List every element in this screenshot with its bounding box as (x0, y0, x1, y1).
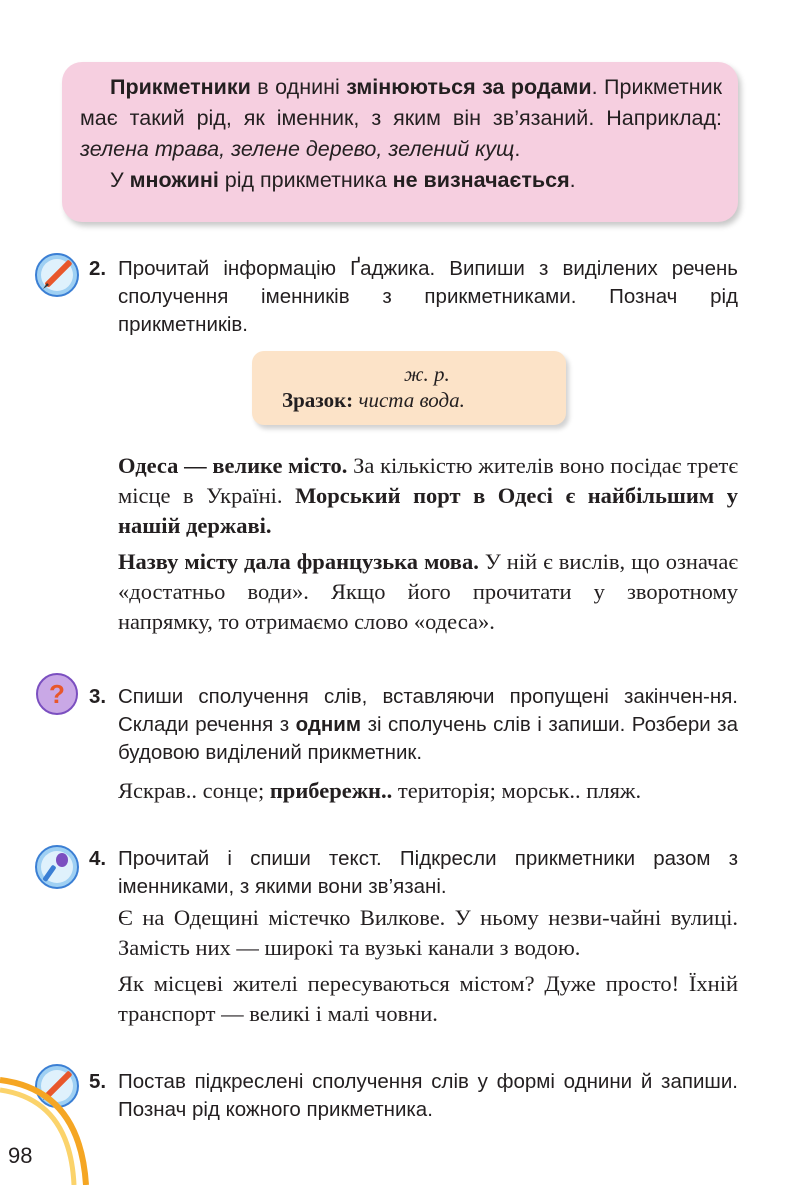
words-exercise (118, 776, 738, 806)
task-4 (89, 845, 738, 901)
passage-odesa (118, 451, 738, 637)
question-icon (34, 672, 80, 718)
passage-paragraph (118, 451, 738, 541)
rule-text: . (514, 137, 521, 161)
passage-paragraph (118, 547, 738, 637)
task-text-part: зі сполучень слів і запиши. Розбери за будовою виділений прикметник. (118, 713, 738, 764)
rule-text: У (110, 168, 130, 192)
rule-emphasis: змінюються за родами (346, 75, 592, 99)
task-number: 4. (89, 847, 107, 870)
sample-example: чиста вода. (358, 388, 465, 412)
rule-box (62, 62, 738, 222)
words-line (118, 776, 738, 806)
task-text-part: Спиши сполучення слів, вставляючи пропущені закінчен-ня. Склади речення з (118, 685, 738, 736)
task-emphasis: одним (295, 713, 362, 736)
highlighted-sentence: Назву місту дала французька мова. (118, 549, 479, 574)
task-number: 3. (89, 685, 107, 708)
rule-text: . (569, 168, 576, 192)
task-text (118, 683, 738, 767)
rule-emphasis: не визначається (392, 168, 570, 192)
passage-paragraph: Є на Одещині містечко Вилкове. У ньому незви-чайні вулиці. Замість них — широкі та вузькі канали з водою. (118, 905, 738, 960)
word-pair: Яскрав.. сонце; (118, 778, 270, 803)
passage-paragraph: Як місцеві жителі пересуваються містом? Дуже просто! Їхній транспорт — великі і малі човни. (118, 971, 738, 1026)
rule-example: зелена трава, зелене дерево, зелений кущ (80, 137, 515, 161)
svg-text:?: ? (49, 679, 65, 709)
page-number: 98 (8, 1143, 33, 1168)
pen-icon (34, 252, 80, 298)
sentence: За кількістю жителів воно посідає третє місце в Україні. (118, 453, 738, 508)
task-5 (89, 1068, 738, 1124)
passage-vylkove (118, 903, 738, 1029)
task-text: Прочитай інформацію Ґаджика. Випиши з виділених речень сполучення іменників з прикметниками. Познач рід прикметників. (118, 257, 738, 336)
rule-emphasis: множині (129, 168, 219, 192)
sentence: У ній є вислів, що означає «достатньо води». Якщо його прочитати у зворотному напрямку, то отримаємо слово «одеса». (118, 549, 739, 634)
task-number: 2. (89, 257, 107, 280)
task-2 (89, 255, 738, 339)
task-text: Прочитай і спиши текст. Підкресли прикметники разом з іменниками, з якими вони зв’язані. (118, 847, 738, 898)
rule-paragraph-1 (80, 72, 722, 165)
rule-paragraph-2 (80, 165, 722, 196)
rule-text: в однині (250, 75, 347, 99)
task-number: 5. (89, 1070, 107, 1093)
task-3 (89, 683, 738, 767)
rule-term: Прикметники (110, 75, 251, 99)
task-text: Постав підкреслені сполучення слів у формі однини й запиши. Познач рід кожного прикметника. (118, 1070, 738, 1121)
highlighted-adjective: прибережн.. (269, 778, 393, 803)
sample-label: Зразок: (282, 388, 354, 412)
microphone-icon (34, 844, 80, 890)
highlighted-sentence: Одеса — велике місто. (118, 453, 348, 478)
rule-text: . Прикметник має такий рід, як іменник, з яким він зв’язаний. Наприклад: (80, 75, 723, 130)
sample-line (282, 387, 465, 413)
gender-abbreviation: ж. р. (404, 362, 450, 386)
sample-box (252, 351, 566, 425)
word-pair: територія; морськ.. пляж. (392, 778, 642, 803)
highlighted-sentence: Морський порт в Одесі є найбільшим у нашій державі. (118, 483, 738, 538)
rule-text: рід прикметника (218, 168, 393, 192)
